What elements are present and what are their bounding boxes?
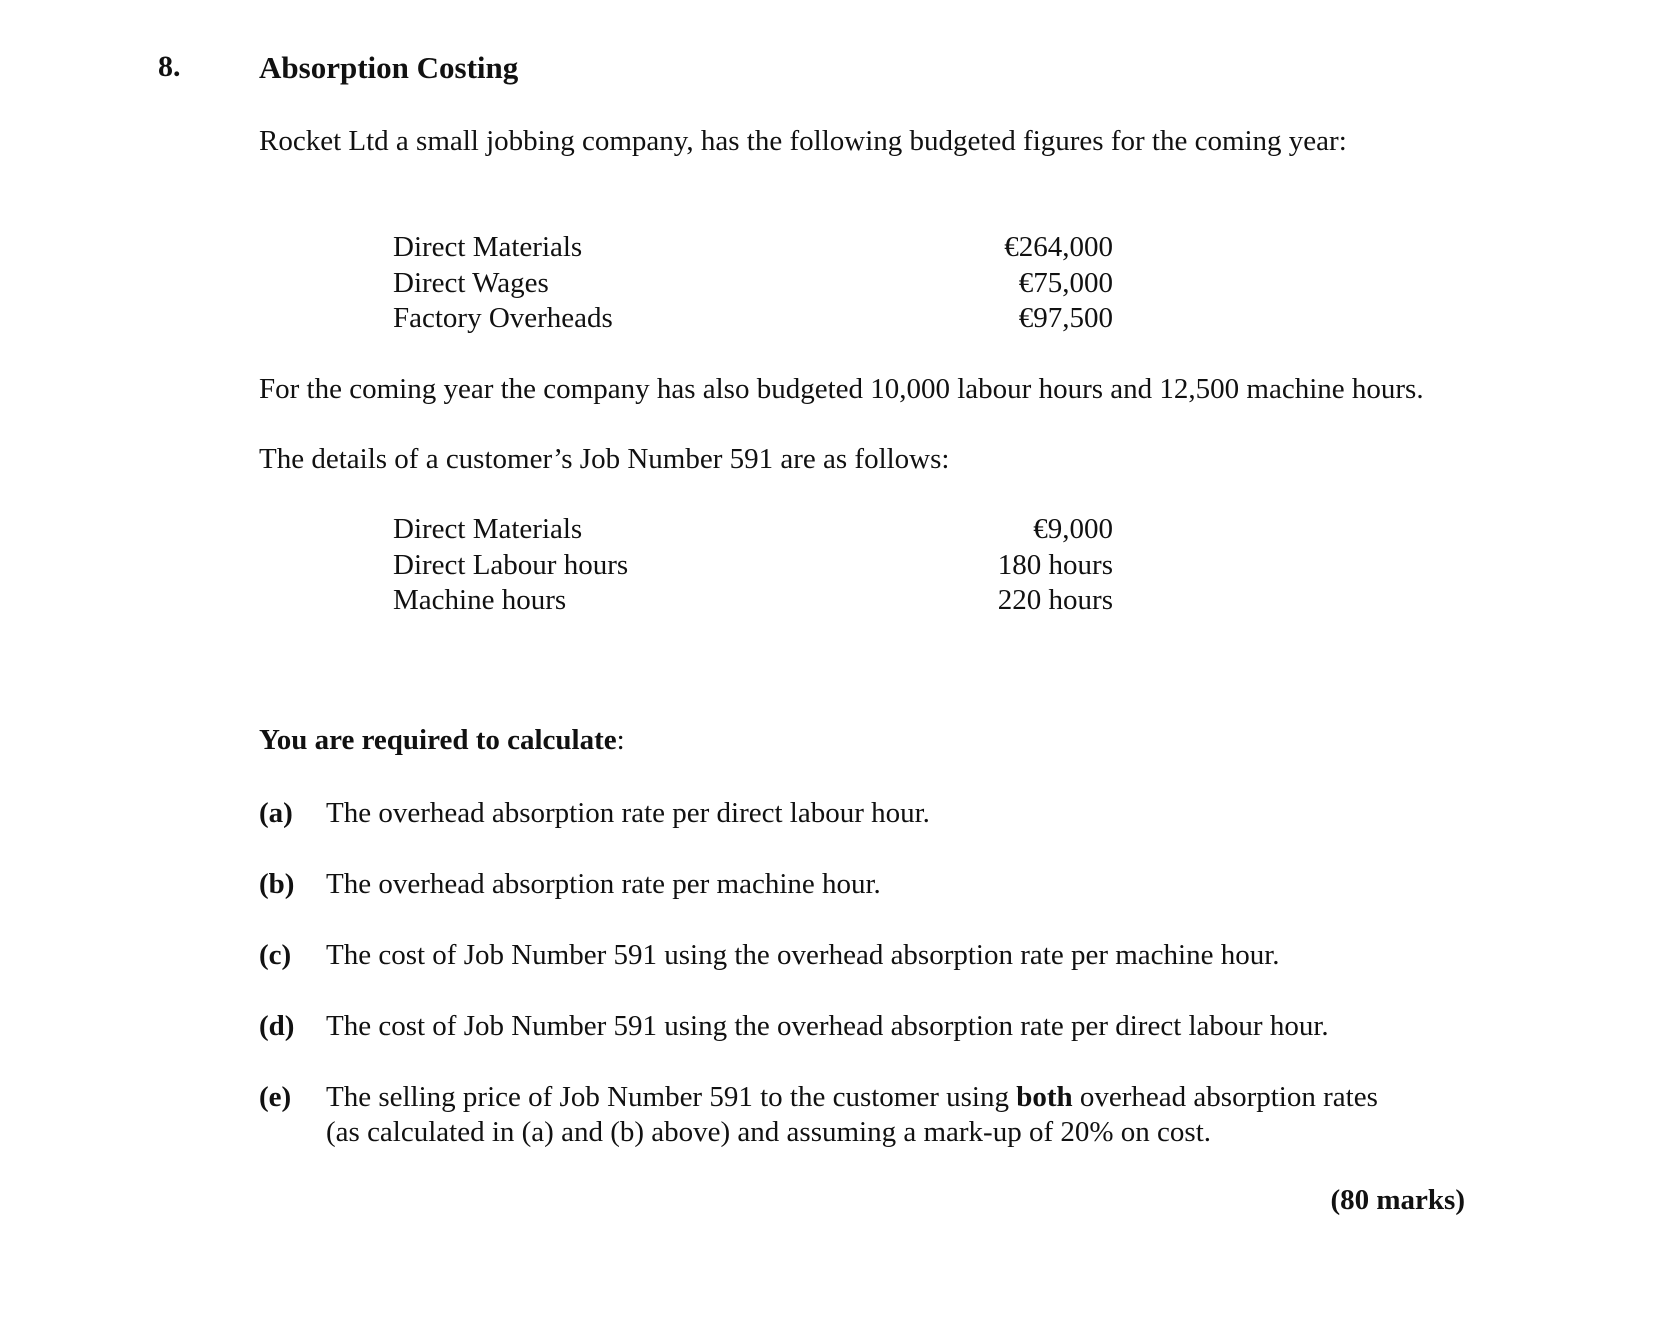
budget-row-value: €264,000 — [1004, 231, 1113, 263]
budget-row — [393, 266, 1113, 302]
required-heading-bold: You are required to calculate — [259, 724, 617, 756]
required-item-text: The cost of Job Number 591 using the overhead absorption rate per machine hour. — [326, 939, 1280, 971]
job-intro-paragraph: The details of a customer’s Job Number 591 are as follows: — [259, 443, 950, 475]
job-row-value: €9,000 — [1033, 513, 1113, 545]
budget-row — [393, 301, 1113, 337]
required-heading — [259, 724, 625, 757]
required-item-text: The cost of Job Number 591 using the overhead absorption rate per direct labour hour. — [326, 1010, 1329, 1042]
budget-row-label: Direct Materials — [393, 231, 583, 263]
budget-row-value: €97,500 — [1018, 302, 1113, 334]
job-row-value: 180 hours — [997, 548, 1113, 581]
required-item-letter: (e) — [259, 1081, 292, 1113]
intro-paragraph: Rocket Ltd a small jobbing company, has the following budgeted figures for the coming year: — [259, 125, 1347, 157]
required-item-text: The overhead absorption rate per direct labour hour. — [326, 797, 930, 829]
required-item-text: The overhead absorption rate per machine hour. — [326, 868, 881, 900]
required-item-letter: (c) — [259, 939, 292, 971]
job-table — [393, 512, 1113, 619]
question-number: 8. — [158, 50, 181, 83]
required-item-text-part: The selling price of Job Number 591 to the customer using — [326, 1081, 1017, 1113]
budget-row-label: Direct Wages — [393, 266, 549, 299]
budget-row-value: €75,000 — [1018, 266, 1113, 299]
job-row-label: Direct Labour hours — [393, 548, 629, 581]
required-item-text — [326, 1080, 1378, 1150]
required-heading-suffix: : — [616, 724, 625, 756]
job-row-label: Machine hours — [393, 584, 567, 616]
marks-label: (80 marks) — [1330, 1184, 1465, 1216]
hours-paragraph: For the coming year the company has also budgeted 10,000 labour hours and 12,500 machine hours. — [259, 373, 1424, 405]
job-row — [393, 548, 1113, 584]
budget-row — [393, 230, 1113, 266]
job-row-label: Direct Materials — [393, 513, 583, 545]
job-row — [393, 583, 1113, 619]
job-row — [393, 512, 1113, 548]
required-item-letter: (d) — [259, 1010, 295, 1042]
budget-row-label: Factory Overheads — [393, 302, 613, 334]
budget-table — [393, 230, 1113, 337]
required-item-letter: (a) — [259, 797, 293, 829]
job-row-value: 220 hours — [997, 584, 1113, 616]
required-item-text-line2: (as calculated in (a) and (b) above) and assuming a mark-up of 20% on cost. — [326, 1116, 1211, 1148]
required-item-letter: (b) — [259, 868, 295, 900]
question-title: Absorption Costing — [259, 50, 519, 85]
required-item-emphasis: both — [1016, 1081, 1073, 1113]
required-item-text-part: overhead absorption rates — [1072, 1081, 1378, 1113]
